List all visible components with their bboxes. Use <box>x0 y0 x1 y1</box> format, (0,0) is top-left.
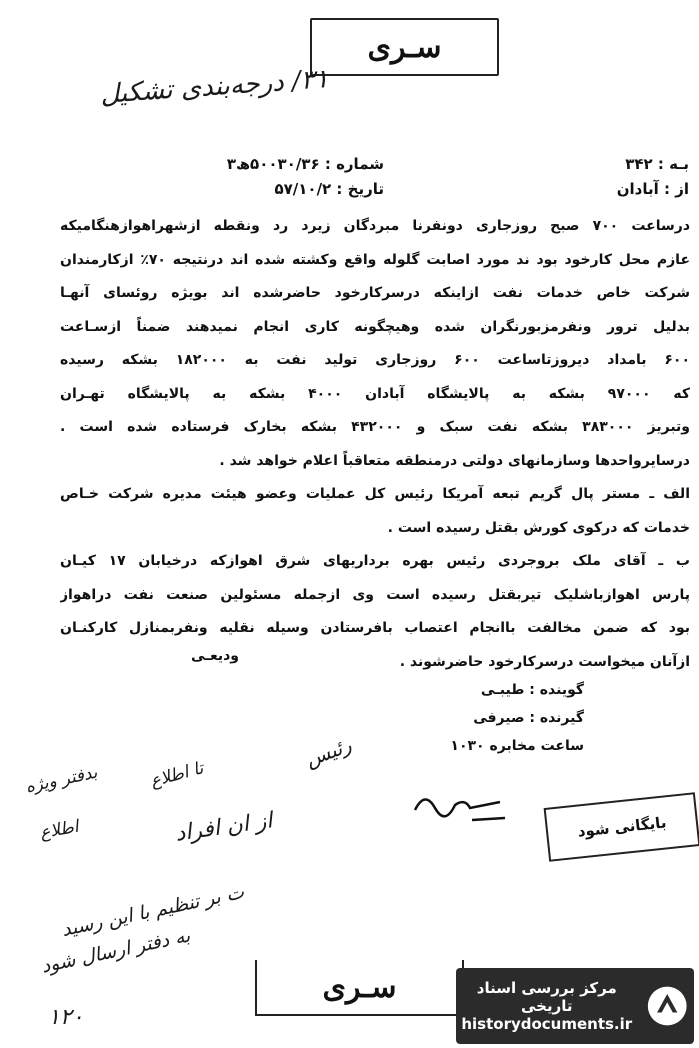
handwritten-note: به دفتر ارسال شود <box>39 924 193 978</box>
item-a-line: الف ـ مستر پال گریم تبعه آمریکا رئیس کل عملیات وعضو هیئت مدیره شرکت خـاص <box>60 486 690 502</box>
handwritten-note: تا اطلاع <box>148 758 206 792</box>
item-b-line: بود که ضمن مخالفت باانجام اعتصاب بافرستادن وسیله نقلیه ونفربمنازل کارکنـان <box>60 620 690 636</box>
body-line: درساعت ۷۰۰ صبح روزجاری دونفرنا مبردگان زیرد رد ونقطه ازشهراهوازهنگامیکه <box>60 218 690 234</box>
classification-stamp-bottom <box>255 960 464 1016</box>
item-b-line: ازآنان میخواست درسرکارخود حاضرشوند . <box>399 653 690 670</box>
header-from: از : آبادان <box>616 180 689 198</box>
body-line: بدلیل ترور ونفرمزبورنگران شده وهیچگونه کاری انجام نمیدهند ضمناً ازسـاعت <box>60 318 690 335</box>
watermark-logo <box>456 968 694 1044</box>
body-line: عازم محل کارخود بود ند مورد اصابت گلوله واقع وکشته شده اند درنتیجه ۷۰٪ ازکارمندان <box>60 251 690 268</box>
item-b-line: پارس اهوازباشلیک تیربقتل رسیده است وی ازجمله مسئولین صنعت نفت دراهواز <box>60 586 690 603</box>
item-a-line: خدمات که درکوی کورش بقتل رسیده است . <box>387 519 690 536</box>
body-line: درسایرواحدها وسازمانهای دولتی درمنطقه متعاقباً اعلام خواهد شد . <box>219 452 690 469</box>
classification-stamp-top <box>310 18 499 76</box>
handwritten-note: از ان افراد <box>173 808 274 847</box>
archive-stamp <box>544 792 699 862</box>
item-b-line: ب ـ آقای ملک بروجردی رئیس بهره برداریهای شرق اهوازکه درخیابان ۱۷ کیـان <box>60 553 690 569</box>
body-line: که ۹۷۰۰۰ بشکه به پالایشگاه آبادان ۴۰۰۰ بشکه به پالایشگاه تهـران <box>60 385 690 402</box>
signature-mark <box>410 780 520 840</box>
sender-line: گوینده : طیبـی <box>480 682 584 698</box>
body-line: ۶۰۰ بامداد دیروزتاساعت ۶۰۰ روزجاری تولید نفت به ۱۸۲۰۰۰ بشکه رسیده <box>60 352 690 368</box>
archive-stamp-label: بایگانی شود <box>576 813 668 841</box>
archive-logo-icon <box>646 983 688 1029</box>
bottom-number: ۱۲۰ <box>48 1005 84 1030</box>
classification-label: سـری <box>367 29 442 65</box>
body-line: شرکت خاص خدمات نفت ازاینکه درسرکارخود حاضرشده اند بویژه روئسای آنهـا <box>60 285 690 301</box>
sign-off: ودیعـی <box>191 648 239 664</box>
header-date: تاریخ : ۵۷/۱۰/۲ <box>274 180 384 198</box>
receiver-line: گیرنده : صیرفی <box>473 710 584 726</box>
watermark-url: historydocuments.ir <box>461 1015 633 1033</box>
watermark-title: مرکز بررسی اسناد تاریخی <box>476 979 617 1015</box>
handwritten-note: اطلاع <box>38 816 80 844</box>
header-number: شماره : ۵۰۰۳۰/۳۶ھ۳ <box>226 155 384 173</box>
classification-label: سـری <box>322 969 397 1005</box>
body-line: وتبریز ۳۸۳۰۰۰ بشکه نفت سبک و ۴۳۲۰۰۰ بشکه بخارک فرستاده شده است . <box>60 419 690 435</box>
document-body <box>60 210 690 679</box>
handwritten-note: بدفتر ویژه <box>23 762 100 798</box>
handwritten-note: رئیس <box>302 732 355 772</box>
handwritten-annotation-top: ۳۱/ درجه‌بندی تشکیل <box>99 64 330 110</box>
handwritten-note: ت بر تنظیم با این رسید <box>59 880 247 942</box>
transmission-time: ساعت مخابره ۱۰۳۰ <box>450 738 584 754</box>
header-to: بـه : ۳۴۲ <box>625 155 689 173</box>
